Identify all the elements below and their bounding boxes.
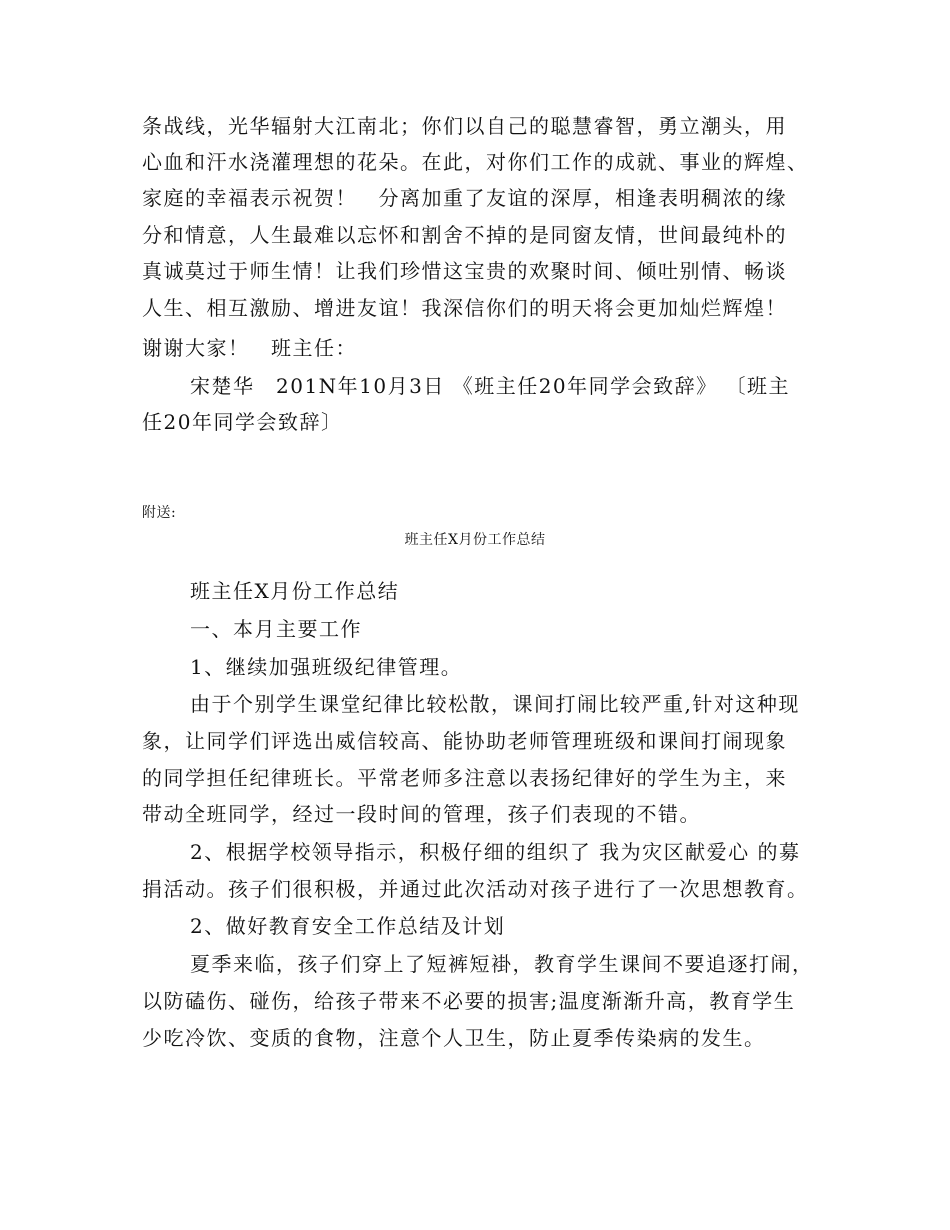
signature-line-continued: 任20年同学会致辞〕 bbox=[142, 410, 343, 434]
letter-line: 条战线，光华辐射大江南北；你们以自己的聪慧睿智，勇立潮头，用 bbox=[142, 114, 787, 138]
letter-line: 谢谢大家！ 班主任： bbox=[142, 336, 357, 360]
paragraph-line: 由于个别学生课堂纪律比较松散，课间打闹比较严重,针对这种现 bbox=[190, 692, 800, 716]
summary-heading: 班主任X月份工作总结 bbox=[190, 579, 400, 603]
paragraph-line: 的同学担任纪律班长。平常老师多注意以表扬纪律好的学生为主，来 bbox=[142, 766, 787, 790]
letter-line: 人生、相互激励、增进友谊！我深信你们的明天将会更加灿烂辉煌！ bbox=[142, 296, 787, 320]
paragraph-line: 捐活动。孩子们很积极，并通过此次活动对孩子进行了一次思想教育。 bbox=[142, 877, 809, 901]
letter-line: 分和情意，人生最难以忘怀和割舍不掉的是同窗友情，世间最纯朴的 bbox=[142, 223, 787, 247]
signature-line: 宋楚华 201N年10月3日 《班主任20年同学会致辞》 〔班主 bbox=[190, 374, 791, 398]
item-title: 2、做好教育安全工作总结及计划 bbox=[190, 914, 506, 938]
appendix-title: 班主任X月份工作总结 bbox=[404, 532, 546, 548]
paragraph-line: 2、根据学校领导指示，积极仔细的组织了 我为灾区献爱心 的募 bbox=[190, 840, 801, 864]
paragraph-line: 以防磕伤、碰伤，给孩子带来不必要的损害;温度渐渐升高，教育学生 bbox=[142, 989, 796, 1013]
letter-line: 真诚莫过于师生情！让我们珍惜这宝贵的欢聚时间、倾吐别情、畅谈 bbox=[142, 259, 787, 283]
paragraph-line: 带动全班同学，经过一段时间的管理，孩子们表现的不错。 bbox=[142, 802, 701, 826]
item-title: 1、继续加强班级纪律管理。 bbox=[190, 655, 463, 679]
paragraph-line: 夏季来临，孩子们穿上了短裤短褂，教育学生课间不要追逐打闹， bbox=[190, 952, 814, 976]
paragraph-line: 少吃冷饮、变质的食物，注意个人卫生，防止夏季传染病的发生。 bbox=[142, 1026, 766, 1050]
section-heading: 一、本月主要工作 bbox=[190, 617, 362, 641]
letter-line: 心血和汗水浇灌理想的花朵。在此，对你们工作的成就、事业的辉煌、 bbox=[142, 150, 809, 174]
paragraph-line: 象，让同学们评选出威信较高、能协助老师管理班级和课间打闹现象 bbox=[142, 729, 787, 753]
letter-line: 家庭的幸福表示祝贺！ 分离加重了友谊的深厚，相逢表明稠浓的缘 bbox=[142, 186, 787, 210]
appendix-label: 附送: bbox=[142, 505, 177, 521]
